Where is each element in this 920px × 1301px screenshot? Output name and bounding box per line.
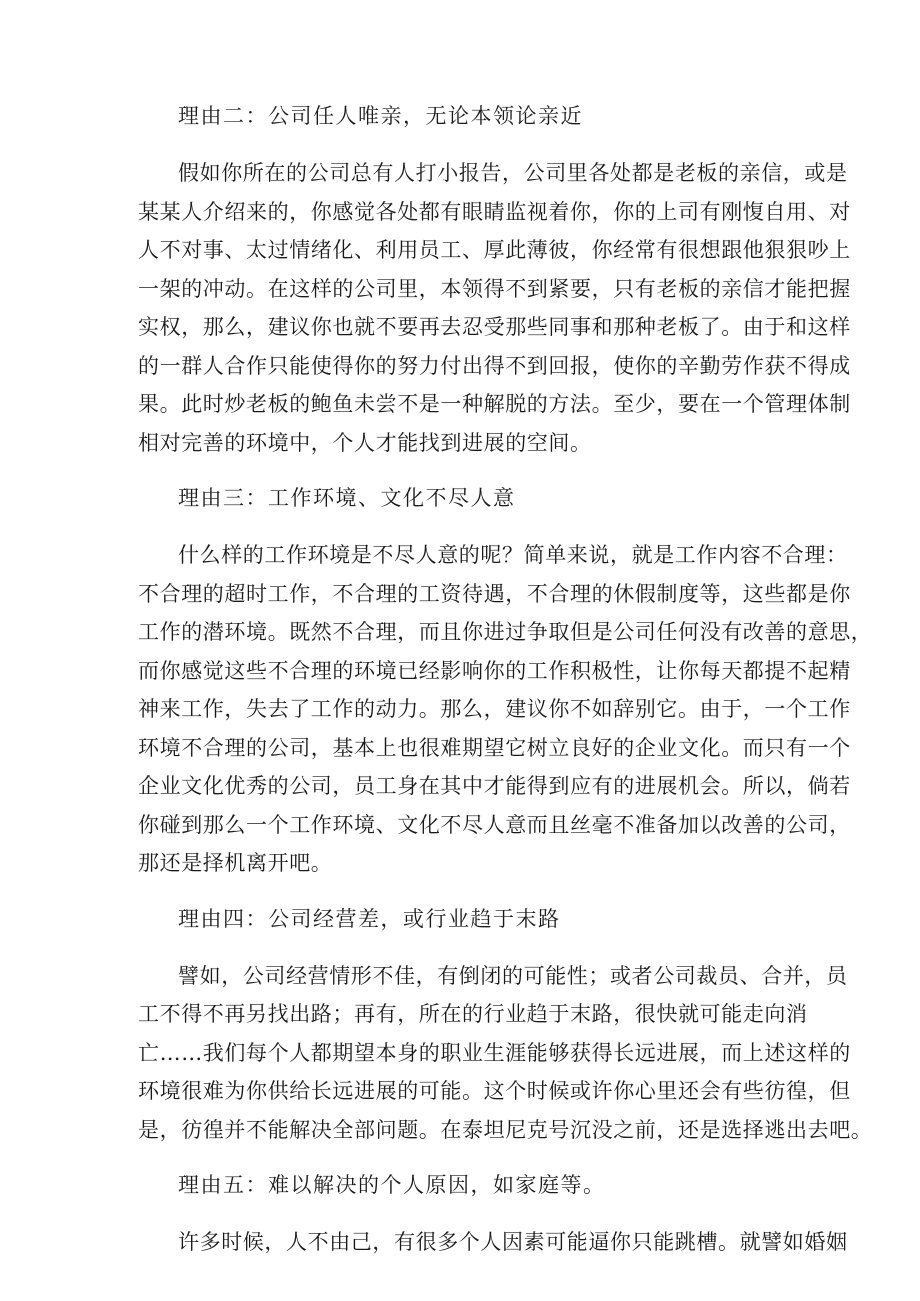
paragraph-line: 一架的冲动。在这样的公司里，本领得不到紧要，只有老板的亲信才能把握 bbox=[138, 276, 851, 301]
paragraph-line: 假如你所在的公司总有人打小报告，公司里各处都是老板的亲信，或是 bbox=[178, 161, 848, 185]
paragraph-line: 而你感觉这些不合理的环境已经影响你的工作积极性，让你每天都提不起精 bbox=[138, 658, 851, 683]
paragraph-line: 你碰到那么一个工作环境、文化不尽人意而且丝毫不准备加以改善的公司， bbox=[138, 812, 851, 837]
document-page bbox=[138, 98, 873, 1280]
paragraph-line: 某某人介绍来的，你感觉各处都有眼睛监视着你，你的上司有刚愎自用、对 bbox=[138, 199, 851, 224]
paragraph-line: 那还是择机离开吧。 bbox=[138, 851, 333, 875]
section-paragraph-5 bbox=[138, 1223, 848, 1262]
paragraph-line: 亡……我们每个人都期望本身的职业生涯能够获得长远进展，而上述这样的 bbox=[138, 1040, 851, 1065]
section-heading-5: 理由五：难以解决的个人原因，如家庭等。 bbox=[178, 1173, 606, 1197]
paragraph-line: 工不得不再另找出路；再有，所在的行业趋于末路，很快就可能走向消 bbox=[138, 1002, 808, 1026]
paragraph-line: 许多时候，人不由己，有很多个人因素可能逼你只能跳槽。就譬如婚姻 bbox=[178, 1230, 848, 1254]
paragraph-line: 工作的潜环境。既然不合理，而且你进过争取但是公司任何没有改善的意思， bbox=[138, 620, 873, 644]
section-heading-3: 理由三：工作环境、文化不尽人意 bbox=[178, 486, 516, 510]
section-paragraph-3 bbox=[138, 536, 873, 883]
paragraph-line: 企业文化优秀的公司，员工身在其中才能得到应有的进展机会。所以，倘若 bbox=[138, 774, 851, 798]
paragraph-line: 什么样的工作环境是不尽人意的呢？简单来说，就是工作内容不合理： bbox=[178, 543, 848, 567]
paragraph-line: 人不对事、太过情绪化、利用员工、厚此薄彼，你经常有很想跟他狠狠吵上 bbox=[138, 238, 851, 262]
paragraph-line: 的一群人合作只能使得你的努力付出得不到回报，使你的辛勤劳作获不得成 bbox=[138, 353, 851, 378]
paragraph-line: 环境很难为你供给长远进展的可能。这个时候或许你心里还会有些彷徨，但 bbox=[138, 1079, 851, 1103]
section-heading-4: 理由四：公司经营差，或行业趋于末路 bbox=[178, 906, 561, 931]
section-paragraph-4 bbox=[138, 957, 873, 1150]
paragraph-line: 神来工作，失去了工作的动力。那么，建议你不如辞别它。由于，一个工作 bbox=[138, 697, 851, 721]
paragraph-line: 相对完善的环境中，个人才能找到进展的空间。 bbox=[138, 430, 592, 455]
paragraph-line: 果。此时炒老板的鲍鱼未尝不是一种解脱的方法。至少，要在一个管理体制 bbox=[138, 392, 851, 416]
paragraph-line: 是，彷徨并不能解决全部问题。在泰坦尼克号沉没之前，还是选择逃出去吧。 bbox=[138, 1117, 873, 1142]
paragraph-line: 环境不合理的公司，基本上也很难期望它树立良好的企业文化。而只有一个 bbox=[138, 735, 851, 760]
paragraph-line: 譬如，公司经营情形不佳，有倒闭的可能性；或者公司裁员、合并，员 bbox=[178, 963, 848, 988]
section-heading-2: 理由二：公司任人唯亲，无论本领论亲近 bbox=[178, 104, 583, 128]
section-paragraph-2 bbox=[138, 154, 851, 462]
paragraph-line: 不合理的超时工作，不合理的工资待遇，不合理的休假制度等，这些都是你 bbox=[138, 581, 851, 606]
paragraph-line: 实权，那么，建议你也就不要再去忍受那些同事和那种老板了。由于和这样 bbox=[138, 315, 851, 339]
